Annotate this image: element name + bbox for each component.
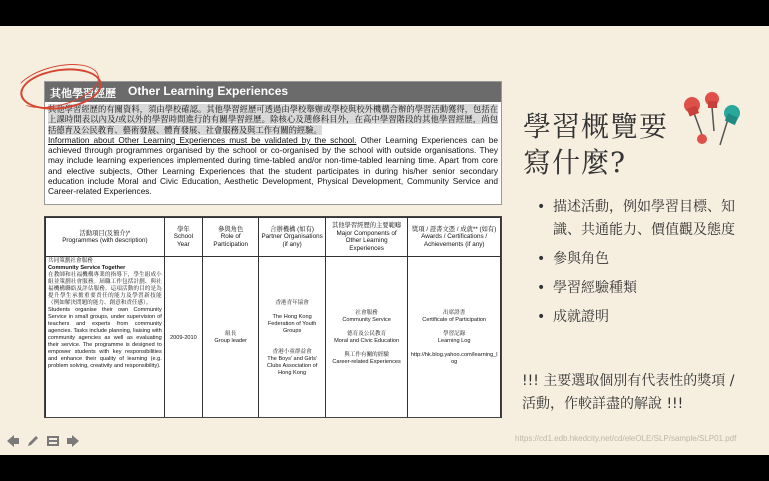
bullet-item: • 描述活動，例如學習目標、知識、共通能力、價值觀及態度 [537, 196, 737, 242]
bullet-item: • 學習經驗種類 [537, 277, 737, 300]
cell-school-year: 2009-2010 [164, 257, 202, 419]
cell-partner: 香港青年協會 The Hong Kong Federation of Youth Groups 香港小童群益會 The Boys' and Girls' Clubs Association of Hong Kong [259, 257, 325, 419]
document-en-paragraph: Other Learning Experiences can be achieved through programmes organised by the school or co-organised by the school with outside organisations. They may include learning experiences implemented during time-tabled and/or non-time-tabled learning time. Apart from core and elective subjects, Other Learning Experiences that the student participates in during his/her senior secondary education include Moral and Civic Education, Aesthetic Development, Physical Development, Community Service and Career-related Experiences. [48, 134, 498, 197]
header-awards: 獎項 / 證書文憑 / 成就** (如有) Awards / Certifications / Achievements (if any) [408, 218, 501, 257]
next-slide-icon[interactable] [66, 433, 80, 452]
cell-role: 組長 Group leader [203, 257, 259, 419]
header-partner: 合辦機構 (如有) Partner Organisations (if any) [259, 218, 325, 257]
cell-awards: 出席證書 Certificate of Participation 學習記錄 Learning Log http://hk.blog.yahoo.com/learning_log [408, 257, 501, 419]
award-link[interactable]: http://hk.blog.yahoo.com/learning_log [410, 352, 498, 365]
student-learning-profile-table [44, 216, 502, 418]
header-programmes: 活動項目(及簡介)* Programmes (with description) [46, 218, 165, 257]
prev-slide-icon[interactable] [6, 433, 20, 452]
document-header-zh: 其他學習經歷 [50, 88, 116, 100]
ole-table [45, 217, 501, 418]
bullet-item: • 成就證明 [537, 306, 737, 329]
bullet-list [537, 196, 737, 335]
document-header [45, 82, 501, 102]
slide-note: !!! 主要選取個別有代表性的獎項 / 活動，作較詳盡的解說 !!! [522, 373, 735, 412]
document-zh-paragraph: 其他學習經歷的有關資料，須由學校確認。其他學習經歷可透過由學校舉辦或學校與校外機構合辦的學習活動獲得，包括在上課時間表以內及/或以外的學習時間進行的有關學習經歷。除核心及選修科目外，在高中學習階段的其他學習經歷，尚包括德育及公民教育、藝術發展、體育發展、社會服務及與工作有關的經驗。 [48, 104, 498, 135]
source-url: https://cd1.edb.hkedcity.net/cd/eleOLE/SLP/sample/SLP01.pdf [515, 434, 737, 443]
cell-programme: 共同策劃社會服務 Community Service Together 在教師和社福機構專業的指導下，學生組成小組並策劃社會服務。屆職工作包括計劃、與社福機構聯絡及評估服務。這項活動的目的是為提升學生承擔重要責任的能力及學習新技能（例如解決問題的能力、創意和責任感）。 Students organise their own Community Service in small groups, under supervision of teachers and experts from community agencies. Tasks include planning, liaising with community agencies as well as evaluating their service. The programme is designed to empower students with key responsibilities and enhance their quality of learning (e.g. problem solving, creativity and responsibility). [46, 257, 165, 419]
document-header-en: Other Learning Experiences [128, 84, 289, 98]
slides-menu-icon[interactable] [46, 433, 60, 452]
cell-components: 社會服務 Community Service 德育及公民教育 Moral and Civic Education 與工作有關的經驗 Career-related Experiences [325, 257, 408, 419]
header-components: 其他學習經歷的主要範疇 Major Components of Other Learning Experiences [325, 218, 408, 257]
header-role: 參與角色 Role of Participation [203, 218, 259, 257]
slide-title [523, 109, 723, 181]
document-en-underlined: Information about Other Learning Experiences must be validated by the school. [48, 134, 357, 145]
slide-title-line1: 學習概覽要 [523, 110, 669, 143]
document-body [48, 104, 498, 202]
document-excerpt [44, 81, 502, 205]
header-school-year: 學年 School Year [164, 218, 202, 257]
pen-icon[interactable] [26, 433, 40, 452]
table-header-row [46, 218, 501, 257]
bullet-item: • 參與角色 [537, 248, 737, 271]
presentation-slide [0, 26, 769, 420]
slide-title-line2: 寫什麼? [523, 146, 627, 179]
table-row [46, 257, 501, 419]
